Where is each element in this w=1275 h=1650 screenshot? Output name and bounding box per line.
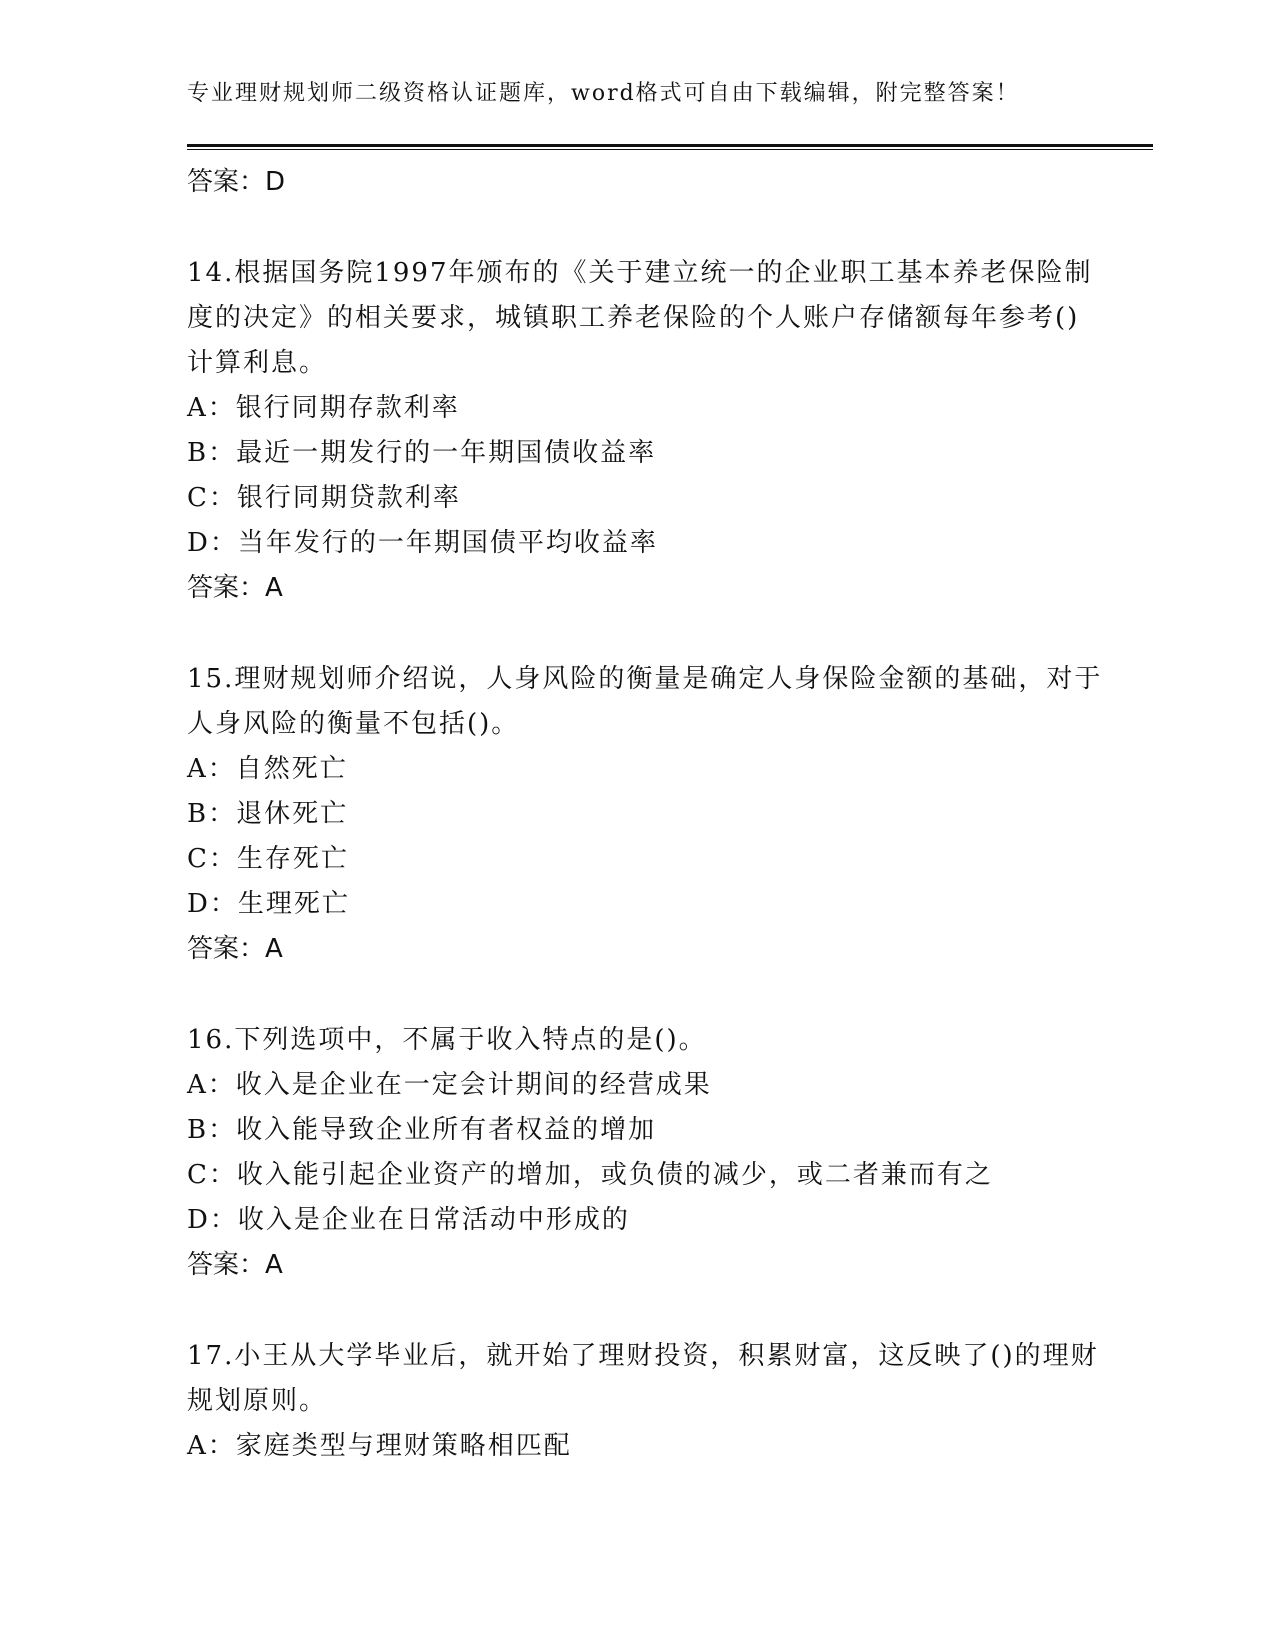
question-16: [187, 1018, 1107, 1288]
option-b: B：退休死亡: [187, 799, 349, 829]
option-d: D：当年发行的一年期国债平均收益率: [187, 528, 658, 558]
option-a: A：家庭类型与理财策略相匹配: [187, 1431, 572, 1461]
option-b: B：收入能导致企业所有者权益的增加: [187, 1115, 657, 1145]
question-stem: 17.小王从大学毕业后，就开始了理财投资，积累财富，这反映了()的理财规划原则。: [187, 1341, 1099, 1416]
previous-answer: 答案：D: [187, 167, 286, 197]
option-d: D：生理死亡: [187, 889, 350, 919]
spacer: [187, 1288, 1107, 1334]
spacer: [187, 972, 1107, 1018]
header-rule-thin: [187, 149, 1153, 150]
option-b: B：最近一期发行的一年期国债收益率: [187, 438, 657, 468]
option-a: A：收入是企业在一定会计期间的经营成果: [187, 1070, 712, 1100]
document-body: [187, 160, 1107, 1469]
option-c: C：银行同期贷款利率: [187, 483, 461, 513]
question-stem: 14.根据国务院1997年颁布的《关于建立统一的企业职工基本养老保险制度的决定》的相关要求，城镇职工养老保险的个人账户存储额每年参考()计算利息。: [187, 258, 1093, 378]
page-header: 专业理财规划师二级资格认证题库，word格式可自由下载编辑，附完整答案！: [187, 81, 1020, 106]
option-a: A：银行同期存款利率: [187, 393, 460, 423]
option-c: C：收入能引起企业资产的增加，或负债的减少，或二者兼而有之: [187, 1160, 993, 1190]
spacer: [187, 611, 1107, 657]
question-14: [187, 251, 1107, 611]
question-15: [187, 657, 1107, 972]
question-answer: 答案：A: [187, 573, 283, 603]
spacer: [187, 205, 1107, 251]
question-stem: 15.理财规划师介绍说，人身风险的衡量是确定人身保险金额的基础，对于人身风险的衡量不包括()。: [187, 664, 1103, 739]
question-answer: 答案：A: [187, 934, 283, 964]
header-rule-thick: [187, 144, 1153, 147]
question-17: [187, 1334, 1107, 1469]
question-stem: 16.下列选项中，不属于收入特点的是()。: [187, 1025, 707, 1055]
option-d: D：收入是企业在日常活动中形成的: [187, 1205, 630, 1235]
question-answer: 答案：A: [187, 1250, 283, 1280]
option-a: A：自然死亡: [187, 754, 348, 784]
option-c: C：生存死亡: [187, 844, 349, 874]
